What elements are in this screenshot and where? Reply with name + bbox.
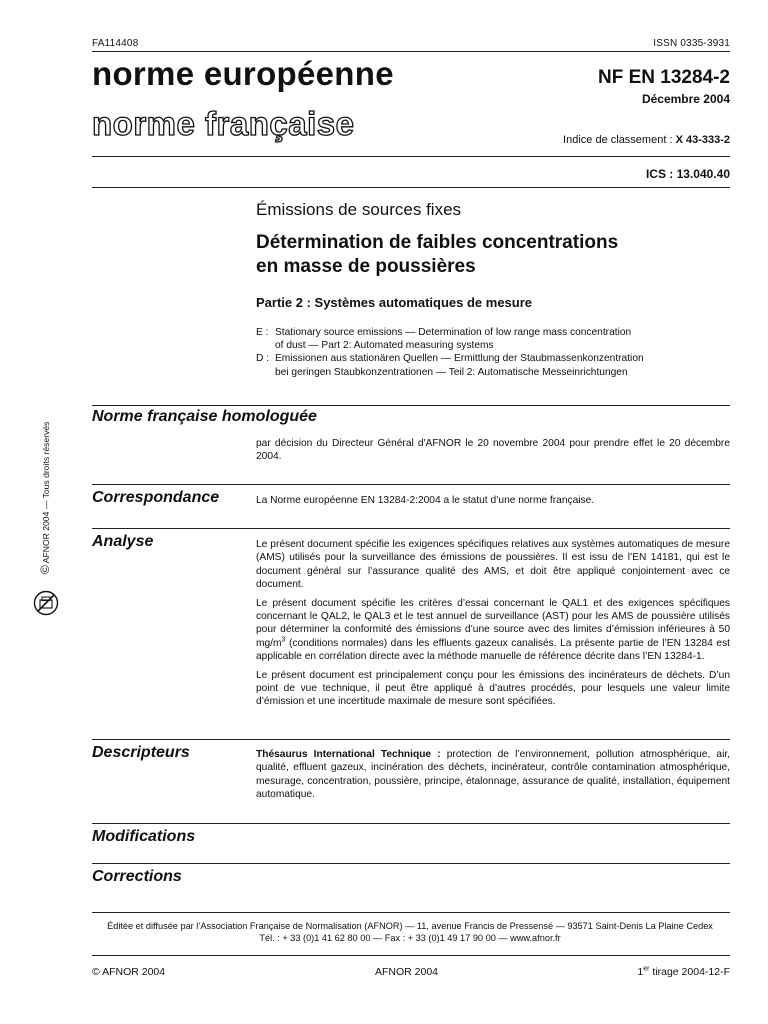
header-rule-2 bbox=[92, 156, 730, 157]
section-rule-correspondance bbox=[92, 484, 730, 485]
german-line-1: Emissionen aus stationären Quellen — Ermittlung der Staubmassenkonzentration bbox=[275, 353, 644, 365]
descripteurs-keywords: protection de l’environnement, pollution atmosphérique, air, qualité, effluent gazeux, incinération des déchets, incinérateur, contrôle contamination atmosphérique, mesurage, concentration, poussière, principe, étalonnage, assurance de qualité, installation, équipement automatique. bbox=[256, 749, 730, 801]
analyse-text bbox=[256, 538, 730, 709]
english-line-1: Stationary source emissions — Determination of low range mass concentration bbox=[275, 327, 632, 338]
german-title bbox=[256, 352, 726, 378]
document-part: Partie 2 : Systèmes automatiques de mesure bbox=[256, 295, 533, 310]
analyse-paragraph-2 bbox=[256, 597, 730, 664]
classification-value: X 43-333-2 bbox=[675, 134, 730, 146]
section-title-homologuee: Norme française homologuée bbox=[92, 408, 317, 425]
unit-exponent: 3 bbox=[281, 636, 286, 644]
analyse-paragraph-3: Le présent document est principalement conçu pour les émissions des incinérateurs de déchets. D’un point de vue technique, il peut être appliqué à d’autres procédés, pour lesquels une valeur limite d’émission et une incertitude maximale de mesure sont spécifiées. bbox=[256, 669, 730, 708]
analyse-paragraph-2b: (conditions normales) dans les effluents gazeux canalisés. La présente partie de l’EN 13284 est applicable en corrélation directe avec la méthode manuelle de référence décrite dans l’EN 13284-1. bbox=[256, 637, 730, 663]
analyse-paragraph-2a: Le présent document spécifie les critères d’essai concernant le QAL1 et des exigences spécifiques concernant le QAL2, le QAL3 et le test annuel de surveillance (AST) pour les AMS de poussière utilisés pour déterminer la conformité des émissions d’une source avec des limites d’émission inférieures à 50 mg/m bbox=[256, 597, 730, 649]
section-rule-modifications bbox=[92, 823, 730, 824]
no-photocopy-icon bbox=[33, 590, 59, 616]
footer-rule-2 bbox=[92, 955, 730, 956]
tirage-text: tirage 2004-12-F bbox=[649, 966, 730, 978]
analyse-paragraph-1: Le présent document spécifie les exigences spécifiques relatives aux systèmes automatiques de mesure (AMS) utilisés pour la surveillance des émissions de poussières. Il est issu de l’EN 14181, qui est le document général sur l’assurance qualité des AMS, et doit être appliqué conjointement avec ce document. bbox=[256, 539, 730, 591]
standard-reference: NF EN 13284-2 bbox=[597, 67, 730, 88]
section-rule-descripteurs bbox=[92, 739, 730, 740]
publisher-address: Éditée et diffusée par l’Association Française de Normalisation (AFNOR) — 11, avenue Francis de Pressensé — 93571 Saint-Denis La Plaine Cedex bbox=[107, 921, 713, 931]
section-rule-corrections bbox=[92, 863, 730, 864]
german-line-2: bei geringen Staubkonzentrationen — Teil 2: Automatische Messeinrichtungen bbox=[275, 366, 628, 378]
classification-label: Indice de classement : bbox=[563, 134, 673, 146]
section-title-descripteurs: Descripteurs bbox=[92, 744, 190, 761]
header-rule bbox=[92, 51, 730, 52]
ics-code: ICS : 13.040.40 bbox=[645, 167, 730, 181]
title-norme-francaise: norme française bbox=[92, 105, 355, 142]
english-line-2: of dust — Part 2: Automated measuring systems bbox=[275, 340, 494, 352]
footer-center: AFNOR 2004 bbox=[375, 966, 439, 978]
german-prefix: D : bbox=[256, 353, 270, 365]
footer-copyright: © AFNOR 2004 bbox=[92, 966, 166, 978]
copyright-symbol: © bbox=[38, 565, 52, 574]
document-title-line-2: en masse de poussières bbox=[256, 256, 476, 277]
section-title-modifications: Modifications bbox=[92, 828, 196, 845]
section-rule-homologuee bbox=[92, 405, 730, 406]
side-copyright bbox=[38, 422, 52, 574]
classification-index bbox=[563, 134, 730, 146]
footer-tirage bbox=[637, 966, 730, 978]
document-title-line-1: Détermination de faibles concentrations bbox=[256, 232, 619, 253]
title-norme-europeenne: norme européenne bbox=[92, 55, 394, 92]
document-title bbox=[256, 231, 618, 279]
header-rule-3 bbox=[92, 187, 730, 188]
section-title-correspondance: Correspondance bbox=[92, 489, 220, 506]
section-title-analyse: Analyse bbox=[92, 533, 154, 550]
section-title-corrections: Corrections bbox=[92, 868, 182, 885]
translations bbox=[256, 326, 726, 379]
document-code: FA114408 bbox=[92, 38, 139, 49]
descripteurs-text bbox=[256, 748, 730, 802]
descripteurs-label: Thésaurus International Technique : bbox=[256, 749, 441, 760]
issn: ISSN 0335-3931 bbox=[653, 38, 730, 49]
section-rule-analyse bbox=[92, 528, 730, 529]
footer-rule bbox=[92, 912, 730, 913]
publication-date: Décembre 2004 bbox=[641, 92, 730, 106]
english-prefix: E : bbox=[256, 327, 269, 338]
side-copyright-text: AFNOR 2004 — Tous droits réservés bbox=[41, 421, 51, 564]
english-title bbox=[256, 326, 726, 352]
tirage-ordinal: er bbox=[643, 965, 650, 973]
homologuee-text: par décision du Directeur Général d'AFNOR le 20 novembre 2004 pour prendre effet le 20 décembre 2004. bbox=[256, 438, 730, 463]
document-subject: Émissions de sources fixes bbox=[256, 200, 462, 219]
publisher-contact: Tél. : + 33 (0)1 41 62 80 00 — Fax : + 33 (0)1 49 17 90 00 — www.afnor.fr bbox=[259, 933, 561, 943]
correspondance-text: La Norme européenne EN 13284-2:2004 a le statut d’une norme française. bbox=[256, 495, 595, 506]
tirage-number: 1 bbox=[637, 966, 644, 978]
publisher-info bbox=[60, 920, 760, 944]
